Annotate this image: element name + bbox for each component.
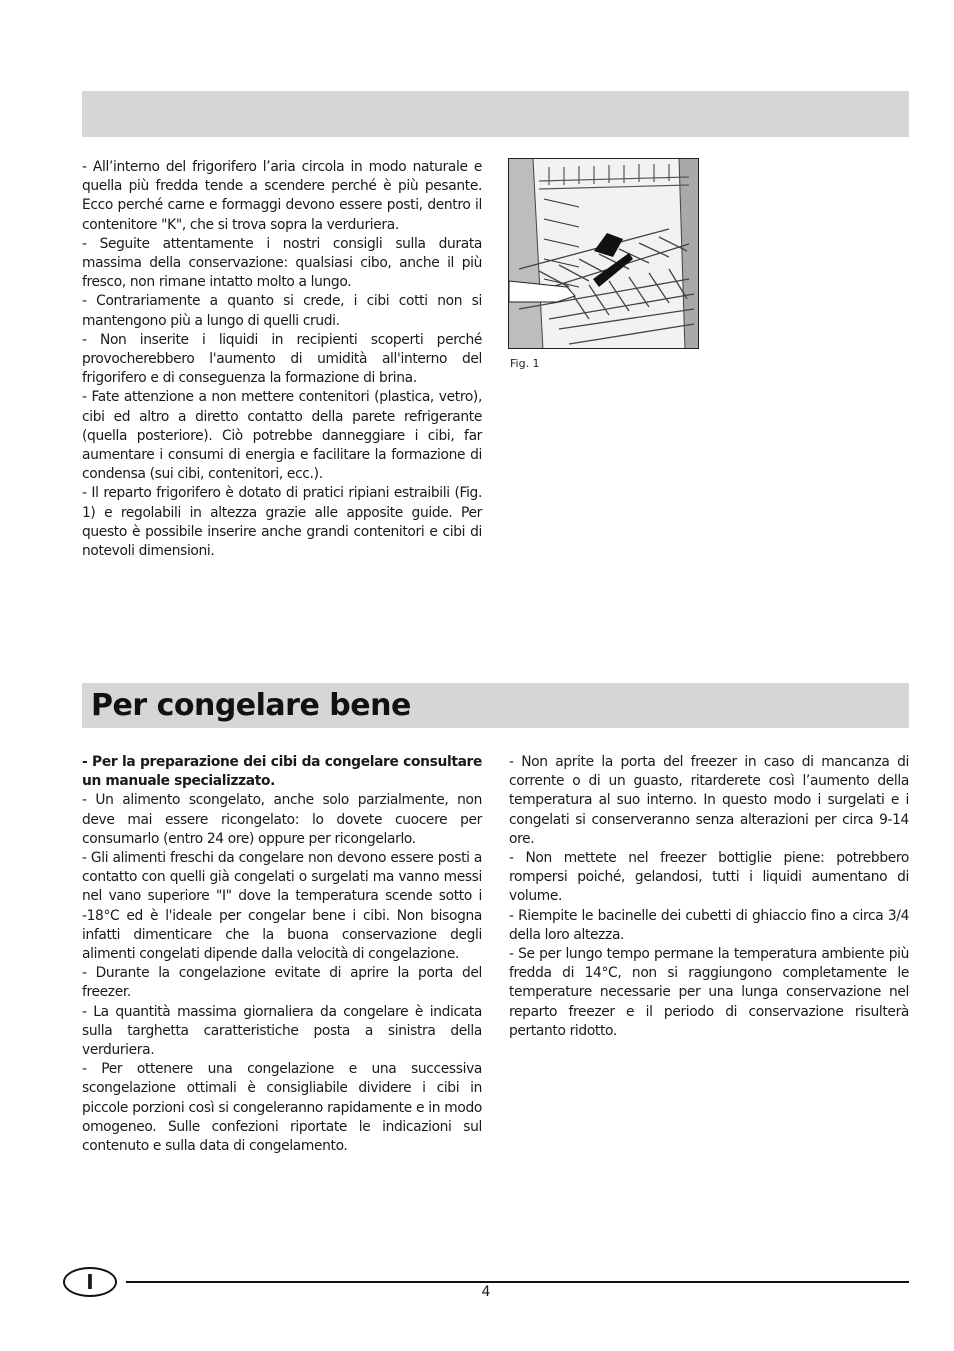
paragraph: - All’interno del frigorifero l’aria circola in modo naturale e quella più fredda tende a scendere perché è più pesante. Ecco perché carne e formaggi devono essere posti, dentro il contenitore "K", che si trova sopra la verduriera. bbox=[82, 159, 482, 233]
paragraph: - Fate attenzione a non mettere contenitori (plastica, vetro), cibi ed altro a diretto contatto della parete refrigerante (quella posteriore). Ciò potrebbe danneggiare i cibi, far aumentare i consumi di energia e facilitare la formazione di condensa (sui cibi, contenitori, ecc.). bbox=[82, 389, 482, 483]
paragraph: - Non mettete nel freezer bottiglie piene: potrebbero rompersi poiché, gelandosi, tutti i liquidi aumentano di volume. bbox=[509, 850, 909, 905]
section-title: Per congelare bene bbox=[91, 688, 411, 723]
paragraph: - Non aprite la porta del freezer in caso di mancanza di corrente o di un guasto, ritarderete così l’aumento della temperatura al suo interno. In questo modo i surgelati e i congelati si conserveranno senza alterazioni per circa 9-14 ore. bbox=[509, 754, 909, 847]
page-number: 4 bbox=[481, 1284, 491, 1300]
footer-divider bbox=[126, 1281, 909, 1283]
freezing-right-column bbox=[509, 753, 909, 1041]
language-badge: I bbox=[63, 1267, 117, 1297]
paragraph: - Riempite le bacinelle dei cubetti di ghiaccio fino a circa 3/4 della loro altezza. bbox=[509, 907, 909, 943]
paragraph: - Seguite attentamente i nostri consigli sulla durata massima della conservazione: qualsiasi cibo, anche il più fresco, non rimane intatto molto a lungo. bbox=[82, 235, 482, 291]
fridge-tips-column bbox=[82, 158, 482, 561]
header-band bbox=[82, 91, 909, 137]
paragraph: - Gli alimenti freschi da congelare non devono essere posti a contatto con quelli già congelati o surgelati ma vanno messi nel vano superiore "I" dove la temperatura scende sotto i -18°C ed è l'ideale per congelar bene i cibi. Non bisogna infatti dimenticare che la buona conservazione degli alimenti congelati dipende dalla velocità di congelazione. bbox=[82, 850, 482, 963]
freezing-left-column bbox=[82, 753, 482, 1156]
paragraph: - Non inserite i liquidi in recipienti scoperti perché provocherebbero l'aumento di umidità all'interno del frigorifero e di conseguenza la formazione di brina. bbox=[82, 331, 482, 387]
paragraph: - Il reparto frigorifero è dotato di pratici ripiani estraibili (Fig. 1) e regolabili in altezza grazie alle apposite guide. Per questo è possibile inserire anche grandi contenitori e cibi di notevoli dimensioni. bbox=[82, 485, 482, 560]
fridge-shelf-illustration bbox=[508, 158, 699, 349]
paragraph: - Contrariamente a quanto si crede, i cibi cotti non si mantengono più a lungo di quelli crudi. bbox=[82, 293, 482, 329]
paragraph: - Per ottenere una congelazione e una successiva scongelazione ottimali è consigliabile dividere i cibi in piccole porzioni così si congeleranno rapidamente e in modo omogeneo. Sulle confezioni riportate le indicazioni sul contenuto e sulla data di congelamento. bbox=[82, 1061, 482, 1155]
paragraph: - La quantità massima giornaliera da congelare è indicata sulla targhetta caratteristiche posta a sinistra della verduriera. bbox=[82, 1003, 482, 1059]
paragraph: - Un alimento scongelato, anche solo parzialmente, non deve mai essere ricongelato: lo dovete cuocere per consumarlo (entro 24 ore) oppure per ricongelarlo. bbox=[82, 792, 482, 847]
paragraph: - Durante la congelazione evitate di aprire la porta del freezer. bbox=[82, 965, 482, 1001]
paragraph: - Se per lungo tempo permane la temperatura ambiente più fredda di 14°C, non si raggiungono completamente le temperature necessarie per una lunga conservazione nel reparto freezer e il periodo di conservazione risulterà pertanto ridotto. bbox=[509, 946, 909, 1039]
figure-caption: Fig. 1 bbox=[510, 357, 540, 370]
shelf-drawing bbox=[509, 159, 699, 349]
lead-paragraph: - Per la preparazione dei cibi da congelare consultare un manuale specializzato. bbox=[82, 754, 482, 790]
